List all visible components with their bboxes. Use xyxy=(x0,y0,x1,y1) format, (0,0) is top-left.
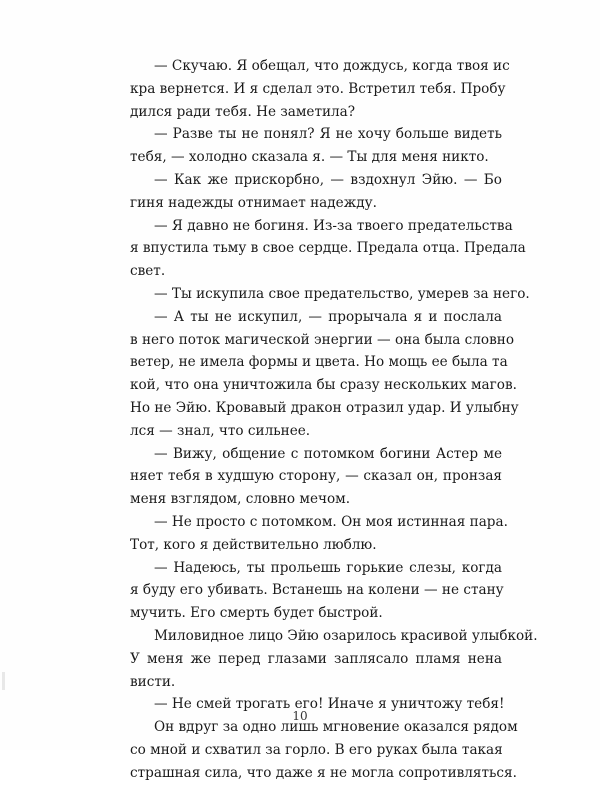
page-edge-mark xyxy=(2,672,5,690)
text-line: лся — знал, что сильнее. xyxy=(130,422,311,439)
text-line: кой, что она уничтожила бы сразу нескольких магов. xyxy=(130,377,517,394)
text-line: Но не Эйю. Кровавый дракон отразил удар. И улыбну xyxy=(130,399,519,416)
body-text xyxy=(130,55,538,785)
text-line: — Не просто с потомком. Он моя истинная пара. xyxy=(154,513,508,530)
text-line: — Вижу, общение с потомком богини Астер ме xyxy=(154,445,502,462)
text-line: — Ты искупила свое предательство, умерев за него. xyxy=(154,285,530,302)
text-line: страшная сила, что даже я не могла сопротивляться. xyxy=(130,764,517,781)
text-line: тебя, — холодно сказала я. — Ты для меня никто. xyxy=(130,149,489,166)
text-line: в него поток магической энергии — она была словно xyxy=(130,331,515,348)
text-line: няет тебя в худшую сторону, — сказал он, пронзая xyxy=(130,468,502,485)
text-line: Тот, кого я действительно люблю. xyxy=(130,536,377,553)
text-line: я впустила тьму в свое сердце. Предала отца. Предала xyxy=(130,240,526,257)
text-line: — Я давно не богиня. Из-за твоего предательства xyxy=(154,217,513,234)
text-line: Он вдруг за одно лишь мгновение оказался рядом xyxy=(154,719,518,736)
text-line: свет. xyxy=(130,263,166,280)
text-line: — Не смей трогать его! Иначе я уничтожу тебя! xyxy=(154,696,505,713)
text-line: я буду его убивать. Встанешь на колени — не стану xyxy=(130,582,504,599)
text-line: — Разве ты не понял? Я не хочу больше видеть xyxy=(154,126,502,143)
text-line: кра вернется. И я сделал это. Встретил тебя. Пробу xyxy=(130,80,506,97)
text-line: — А ты не искупил, — прорычала я и послала xyxy=(154,308,502,325)
text-line: висти. xyxy=(130,673,176,690)
text-line: мучить. Его смерть будет быстрой. xyxy=(130,605,383,622)
text-line: ветер, не имела формы и цвета. Но мощь ее была та xyxy=(130,354,508,371)
text-line: меня взглядом, словно мечом. xyxy=(130,491,351,508)
text-line: со мной и схватил за горло. В его руках была такая xyxy=(130,741,503,758)
text-line: гиня надежды отнимает надежду. xyxy=(130,194,377,211)
text-line: — Надеюсь, ты прольешь горькие слезы, когда xyxy=(154,559,502,576)
text-line: — Скучаю. Я обещал, что дождусь, когда твоя ис xyxy=(154,58,510,74)
text-line: У меня же перед глазами заплясало пламя нена xyxy=(130,650,502,667)
page-number: 10 xyxy=(292,709,308,723)
text-line: дился ради тебя. Не заметила? xyxy=(130,103,356,120)
text-line: Миловидное лицо Эйю озарилось красивой улыбкой. xyxy=(154,627,538,644)
text-line: — Как же прискорбно, — вздохнул Эйю. — Бо xyxy=(154,171,502,188)
